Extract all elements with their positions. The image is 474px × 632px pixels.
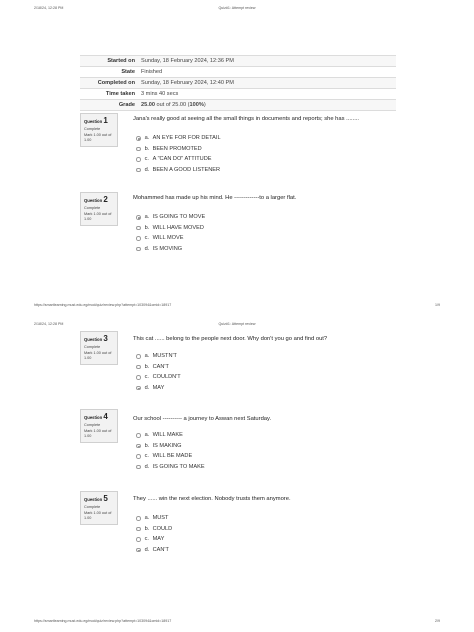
answer-option[interactable]: [136, 462, 336, 473]
option-letter: b.: [144, 224, 150, 231]
print-title: Quiz#1: Attempt review: [218, 322, 256, 326]
answer-option[interactable]: [136, 513, 336, 524]
question-number-value: 2: [103, 195, 108, 204]
question-text-2: Mohammed has made up his mind. He -------------to a larger flat.: [133, 195, 297, 201]
option-text: CAN'T: [152, 363, 169, 370]
pdf-page-2: [0, 316, 474, 632]
option-text: BEEN PROMOTED: [152, 145, 202, 152]
answer-option[interactable]: [136, 244, 336, 255]
option-letter: a.: [144, 135, 150, 142]
answer-option[interactable]: [136, 212, 336, 223]
option-letter: a.: [144, 515, 150, 522]
radio-icon[interactable]: [136, 365, 141, 370]
question-state: Complete: [84, 423, 101, 427]
answer-list-1: [136, 133, 336, 175]
question-state: Complete: [84, 127, 101, 131]
summary-row: [80, 78, 396, 89]
question-label: Question: [84, 119, 103, 124]
option-text: IS GOING TO MOVE: [152, 214, 206, 221]
question-info-2: [80, 192, 118, 226]
option-text: MAY: [152, 385, 165, 392]
option-letter: d.: [144, 464, 150, 471]
option-letter: b.: [144, 145, 150, 152]
answer-option[interactable]: [136, 165, 336, 176]
print-url: https://smartlearning.must.edu.eg/mod/quiz/review.php?attempt=103094&cmid=18917: [34, 303, 172, 307]
summary-value: 3 mins 40 secs: [138, 89, 396, 100]
option-text: CAN'T: [152, 547, 169, 554]
question-state: Complete: [84, 345, 101, 349]
summary-value: Sunday, 18 February 2024, 12:36 PM: [138, 56, 396, 67]
question-number-value: 3: [103, 334, 108, 343]
summary-row: [80, 100, 396, 111]
answer-list-4: [136, 430, 336, 472]
radio-selected-icon[interactable]: [136, 548, 141, 553]
question-text-1: Jana's really good at seeing all the small things in documents and reports; she has ........: [133, 116, 360, 122]
radio-icon[interactable]: [136, 147, 141, 152]
attempt-summary-table: [80, 55, 396, 111]
answer-list-3: [136, 351, 336, 393]
option-letter: c.: [144, 374, 149, 381]
summary-key: Started on: [80, 56, 138, 67]
radio-selected-icon[interactable]: [136, 215, 141, 220]
option-letter: a.: [144, 353, 150, 360]
answer-option[interactable]: [136, 223, 336, 234]
radio-icon[interactable]: [136, 516, 141, 521]
question-mark: Mark 1.00 out of 1.00: [84, 133, 112, 142]
option-letter: d.: [144, 385, 150, 392]
option-text: WILL HAVE MOVED: [152, 224, 204, 231]
answer-option[interactable]: [136, 133, 336, 144]
question-number: [84, 334, 114, 343]
option-text: A "CAN DO" ATTITUDE: [152, 156, 212, 163]
answer-option[interactable]: [136, 351, 336, 362]
grade-score: 25.00: [141, 102, 155, 108]
answer-option[interactable]: [136, 441, 336, 452]
radio-icon[interactable]: [136, 527, 141, 532]
radio-icon[interactable]: [136, 375, 141, 380]
answer-option[interactable]: [136, 154, 336, 165]
answer-list-5: [136, 513, 336, 555]
answer-option[interactable]: [136, 144, 336, 155]
option-text: COULD: [152, 525, 173, 532]
question-number: [84, 116, 114, 125]
answer-option[interactable]: [136, 451, 336, 462]
question-text-4: Our school ---------- a journey to Aswan next Saturday.: [133, 416, 272, 422]
answer-option[interactable]: [136, 383, 336, 394]
answer-option[interactable]: [136, 233, 336, 244]
summary-value: Sunday, 18 February 2024, 12:40 PM: [138, 78, 396, 89]
question-state: Complete: [84, 206, 101, 210]
question-text-3: This cat ...... belong to the people next door. Why don't you go and find out?: [133, 336, 328, 342]
question-number-value: 5: [103, 494, 108, 503]
option-letter: d.: [144, 547, 150, 554]
print-page-number: 2/9: [435, 619, 440, 623]
question-number: [84, 195, 114, 204]
radio-icon[interactable]: [136, 537, 141, 542]
radio-icon[interactable]: [136, 168, 141, 173]
summary-row: [80, 56, 396, 67]
question-label: Question: [84, 198, 103, 203]
option-letter: c.: [144, 453, 149, 460]
option-letter: b.: [144, 363, 150, 370]
option-letter: a.: [144, 214, 150, 221]
option-text: IS GOING TO MAKE: [152, 464, 205, 471]
question-info-4: [80, 409, 118, 443]
option-text: MUSTN'T: [152, 353, 177, 360]
option-text: BEEN A GOOD LISTENER: [152, 167, 221, 174]
radio-selected-icon[interactable]: [136, 136, 141, 141]
question-number: [84, 412, 114, 421]
grade-value: [138, 100, 396, 111]
print-datetime: 2/18/24, 12:28 PM: [34, 322, 64, 326]
option-text: IS MOVING: [152, 246, 183, 253]
summary-key: Time taken: [80, 89, 138, 100]
question-label: Question: [84, 497, 103, 502]
option-letter: c.: [144, 156, 149, 163]
question-mark: Mark 1.00 out of 1.00: [84, 511, 112, 520]
question-number-value: 4: [103, 412, 108, 421]
radio-icon[interactable]: [136, 454, 141, 459]
grade-out-of: out of 25.00 (: [155, 102, 190, 108]
option-letter: b.: [144, 442, 150, 449]
option-text: IS MAKING: [152, 442, 182, 449]
radio-icon[interactable]: [136, 236, 141, 241]
question-label: Question: [84, 415, 103, 420]
option-text: MAY: [152, 536, 165, 543]
question-info-5: [80, 491, 118, 525]
question-info-1: [80, 113, 118, 147]
option-letter: b.: [144, 525, 150, 532]
question-mark: Mark 1.00 out of 1.00: [84, 429, 112, 438]
question-mark: Mark 1.00 out of 1.00: [84, 351, 112, 360]
answer-list-2: [136, 212, 336, 254]
summary-key: Grade: [80, 100, 138, 111]
question-number: [84, 494, 114, 503]
grade-close: ): [203, 102, 206, 108]
summary-row: [80, 89, 396, 100]
option-letter: c.: [144, 235, 149, 242]
radio-icon[interactable]: [136, 247, 141, 252]
option-text: AN EYE FOR FOR DETAIL: [152, 135, 221, 142]
print-page-number: 1/9: [435, 303, 440, 307]
summary-value: Finished: [138, 67, 396, 78]
option-text: WILL BE MADE: [152, 453, 193, 460]
answer-option[interactable]: [136, 524, 336, 535]
option-text: WILL MOVE: [152, 235, 184, 242]
answer-option[interactable]: [136, 545, 336, 556]
question-info-3: [80, 331, 118, 365]
radio-icon[interactable]: [136, 157, 141, 162]
option-text: COULDN'T: [152, 374, 181, 381]
print-datetime: 2/18/24, 12:28 PM: [34, 6, 64, 10]
answer-option[interactable]: [136, 372, 336, 383]
radio-icon[interactable]: [136, 433, 141, 438]
summary-key: State: [80, 67, 138, 78]
question-text-5: They ...... win the next election. Nobody trusts them anymore.: [133, 496, 291, 502]
answer-option[interactable]: [136, 362, 336, 373]
option-text: MUST: [152, 515, 169, 522]
option-letter: d.: [144, 246, 150, 253]
print-url: https://smartlearning.must.edu.eg/mod/quiz/review.php?attempt=103094&cmid=18917: [34, 619, 172, 623]
question-state: Complete: [84, 505, 101, 509]
radio-icon[interactable]: [136, 465, 141, 470]
summary-key: Completed on: [80, 78, 138, 89]
question-number-value: 1: [103, 116, 108, 125]
question-label: Question: [84, 337, 103, 342]
option-letter: c.: [144, 536, 149, 543]
radio-selected-icon[interactable]: [136, 444, 141, 449]
answer-option[interactable]: [136, 430, 336, 441]
radio-icon[interactable]: [136, 226, 141, 231]
summary-row: [80, 67, 396, 78]
radio-selected-icon[interactable]: [136, 386, 141, 391]
print-title: Quiz#1: Attempt review: [218, 6, 256, 10]
question-mark: Mark 1.00 out of 1.00: [84, 212, 112, 221]
option-text: WILL MAKE: [152, 432, 183, 439]
option-letter: a.: [144, 432, 150, 439]
option-letter: d.: [144, 167, 150, 174]
grade-percent: 100%: [189, 102, 204, 108]
answer-option[interactable]: [136, 534, 336, 545]
radio-icon[interactable]: [136, 354, 141, 359]
